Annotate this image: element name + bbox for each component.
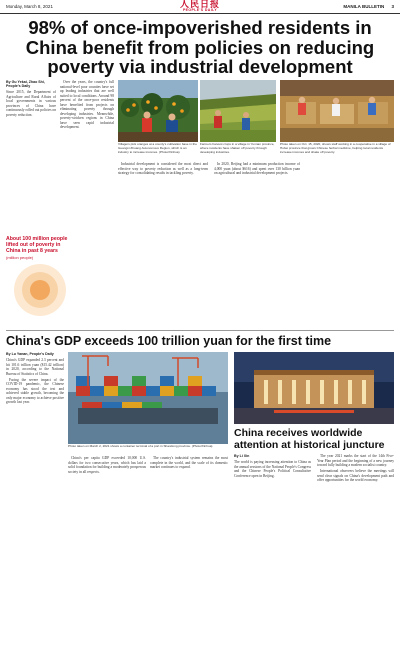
story1-byline: By Gu Yekai, Zhao Shi, People's Daily xyxy=(6,80,45,88)
story2-byline: By Lu Yanan, People's Daily xyxy=(6,352,54,356)
photo-orange-caption: Villagers pick oranges at a county's cultivation base in the Guangxi Zhuang Autonomous Region, which is an industry to increase incomes. (Photo/Xinhua) xyxy=(118,143,197,154)
masthead-right xyxy=(274,4,394,9)
story1-col3 xyxy=(118,162,208,322)
story3-para-2: The year 2021 marks the start of the 14th Five-Year Plan period and the beginning of a new journey toward fully building a modern socialist country. xyxy=(317,454,394,467)
story1-col2 xyxy=(60,80,114,230)
infobox-subtitle: (million people) xyxy=(6,255,34,260)
issue-date: Monday, March 8, 2021 xyxy=(6,4,53,9)
story3-para-3: International observers believe the meetings will send clear signals on China's development path and offer opportunities for the world economy. xyxy=(317,469,394,482)
story1-col4 xyxy=(214,162,300,322)
photo-beijing-night xyxy=(234,352,394,424)
story1-para-1: Since 2015, the Department of Agriculture and Rural Affairs of local governments in various provinces of China have continuously rolled out policies on poverty reduction. xyxy=(6,90,56,117)
infobox-graphic xyxy=(6,262,74,320)
page-number: 3 xyxy=(391,4,394,9)
story1-para-3: Industrial development is considered the most direct and effective way to poverty reduction as well as a long-term strategy for consolidating results in tackling poverty. xyxy=(118,162,208,175)
story2-col1 xyxy=(6,352,64,652)
story2-col2 xyxy=(68,456,146,652)
story1-col1 xyxy=(6,80,56,230)
story2-para-3: China's per capita GDP exceeded 10,000 U.S. dollars for two consecutive years, which has laid a solid foundation for building a moderately prosperous society in all respects. xyxy=(68,456,146,474)
story1-headline: 98% of once-impoverished residents in China benefit from policies on reducing poverty via industrial development xyxy=(25,17,375,77)
masthead xyxy=(0,0,400,14)
photo-herb-caption: Photo taken on Oct. 15, 2020, shows staff working in a cooperative in a village of Hubei province that grows Chinese herbal medicine, helping local residents increase incomes and shake off poverty. xyxy=(280,143,391,154)
story2-headline: China's GDP exceeds 100 trillion yuan for the first time xyxy=(6,334,332,348)
story3-col1 xyxy=(234,454,311,652)
story3-byline: By Li Xin xyxy=(234,454,250,458)
newspaper-logo xyxy=(126,0,274,13)
story3-para-1: The world is paying increasing attention to China as the annual sessions of the National People's Congress and the Chinese People's Political Consultative Conference open in Beijing. xyxy=(234,460,311,478)
story3-headline: China receives worldwide attention at historical juncture xyxy=(234,427,385,451)
photo-crop-caption: Farmers harvest crops in a village in Yunnan province, where residents have shaken off poverty through developing industries. xyxy=(200,143,275,154)
photo-orange-harvest xyxy=(118,80,198,142)
partner-name: MANILA BULLETIN xyxy=(343,4,385,9)
photo-herb-cooperative xyxy=(280,80,394,142)
story2-col3 xyxy=(150,456,228,652)
story1-para-2: Over the years, the country's full national-level poor counties have set up leading industries that are well suited to local conditions. Around 98 percent of the once-poor residents have benefited from projects on eliminating poverty through developing industries. Meanwhile, poverty-stricken regions in China have seen rapid industrial development. xyxy=(60,80,114,129)
photo-port xyxy=(68,352,228,444)
logo-chinese: 人民日报 xyxy=(179,0,220,10)
story2-para-1: China's GDP expanded 2.3 percent and hit 101.6 trillion yuan ($15.42 trillion) in 2020, according to the National Bureau of Statistics of China. xyxy=(6,358,64,376)
story1-para-4: In 2020, Beijing had a minimum production income of 4,000 yuan (about $616) and spent over 130 billion yuan on agricultural and industrial development projects. xyxy=(214,162,300,175)
poverty-infobox xyxy=(6,236,74,326)
section-divider xyxy=(6,330,394,331)
story2-para-2: Facing the severe impact of the COVID-19 pandemic, the Chinese economy has stood the test and achieved stable growth, becoming the only major economy to achieve positive growth last year. xyxy=(6,377,64,404)
story2-para-4: The country's industrial system remains the most complete in the world, and the scale of its domestic market continues to expand. xyxy=(150,456,228,469)
story3-col2 xyxy=(317,454,394,652)
infobox-title: About 100 million people lifted out of poverty in China in past 8 years xyxy=(6,236,68,254)
photo-port-caption: Photo taken on March 2, 2021 shows a container terminal of a port in Shandong province. (Photo/Xinhua) xyxy=(68,445,213,448)
photo-crop-field xyxy=(200,80,276,142)
logo-english: PEOPLE'S DAILY xyxy=(182,8,218,13)
